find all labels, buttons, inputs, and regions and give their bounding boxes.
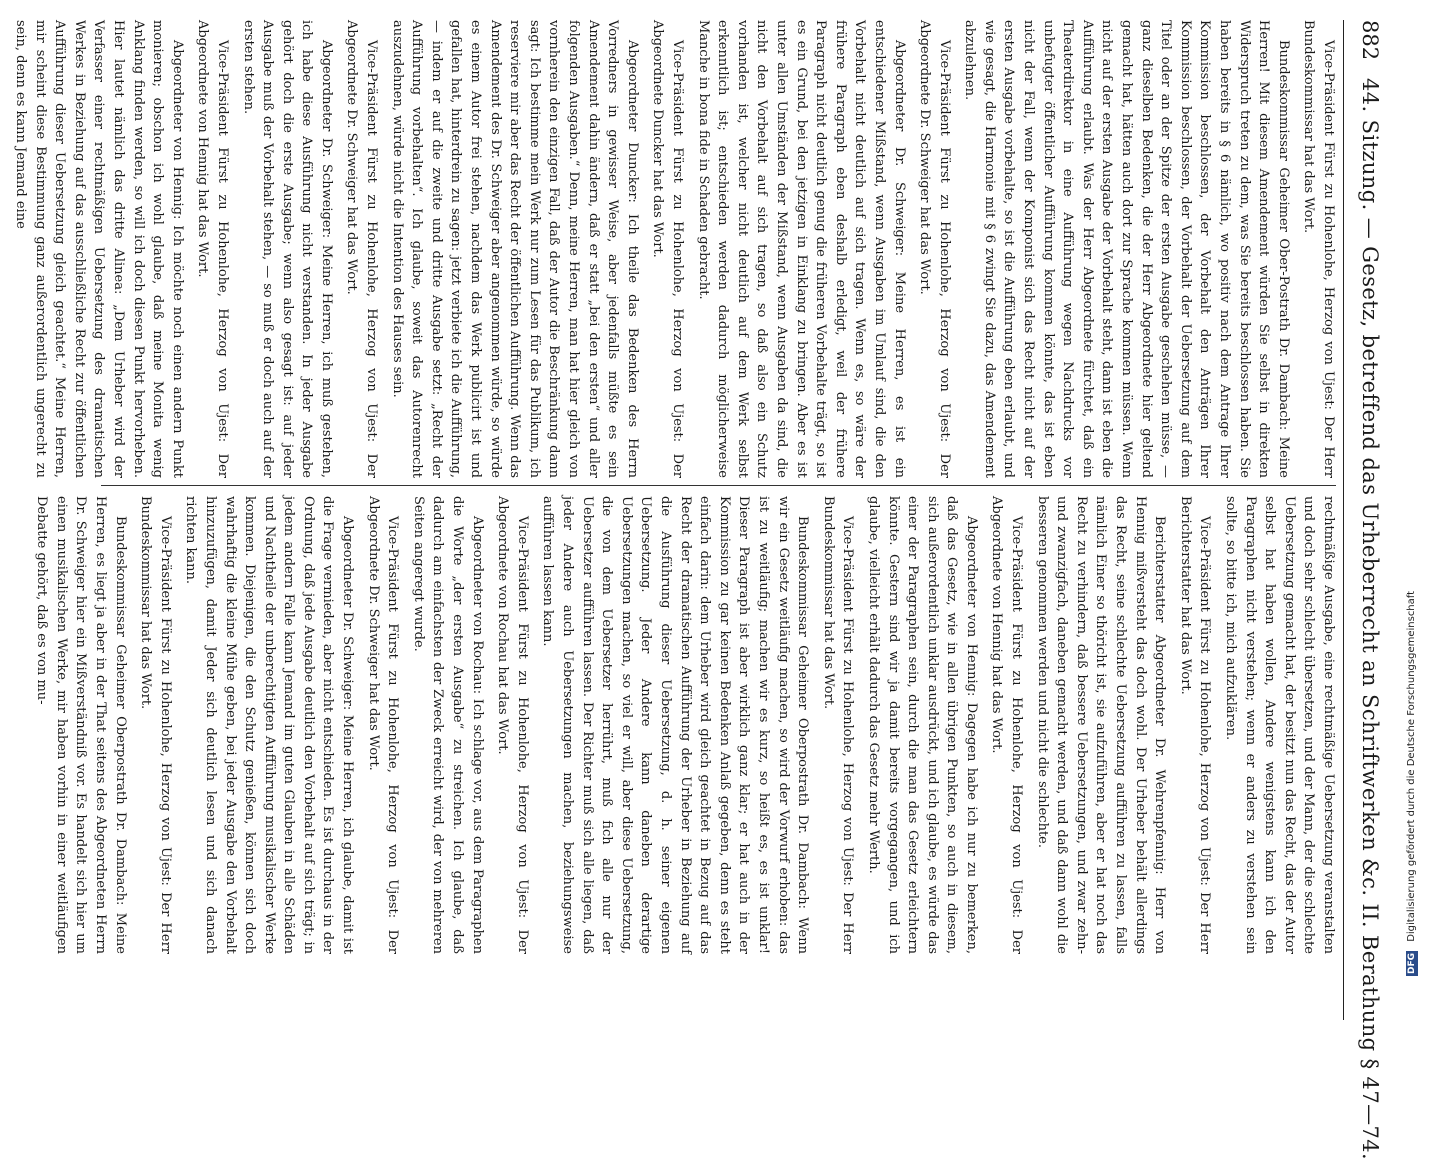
paragraph: Bundeskommissar Geheimer Ober-Postrath Dr. Dambach: Meine Herren! Mit diesem Amendement würden Sie selbst in direkten Widerspruch treten zu dem, was Sie bereits beschlossen haben. Sie haben bereits in § 6 nämlich, wo positiv nach dem Antrage Ihrer Kommission beschlossen, der Vorbehalt den Anträgen Ihrer Kommission beschlossen, der Vorbehalt der Uebersetzung auf dem Titel oder an der Spitze der ersten Ausgabe geschehen müsse, — ganz dieselben Bedenken, die der Herr Abgeordnete hier geltend gemacht hat, hätten auch dort zur Sprache kommen müssen. Wenn nicht auf der ersten Ausgabe der Vorbehalt steht, dann ist eben die Aufführung erlaubt. Was der Herr Abgeordnete fürchtet, daß ein Theaterdirektor in eine Aufführung wegen Nachdrucks vor unbefugter öffentlicher Aufführung kommen könnte, das ist eben nicht der Fall, wenn der Komponist sich das Recht nicht auf der ersten Ausgabe vorbehalte, so ist die Aufführung eben erlaubt, und wie gesagt, die Harmonie mit § 6 zwingt Sie dazu, das Amendement abzulehnen. xyxy=(962,20,1291,478)
dfg-funding-notice xyxy=(1406,26,1428,976)
paragraph: Bundeskommissar Geheimer Oberpostrath Dr. Dambach: Meine Herren, es liegt ja aber in der That seitens des Abgeordneten Herrn Dr. Schweiger hier ein Mißverständniß vor. Es handelt sich hier um einen musikalischen Werke, mir haben vorhin in einer weitläufigen Debatte gehört, daß es von mu- xyxy=(34,496,128,954)
paragraph: Vice-Präsident Fürst zu Hohenlohe, Herzog von Ujest: Der Abgeordnete von Hennig hat das Wort. xyxy=(989,496,1025,954)
paragraph: Abgeordneter von Hennig: Ich möchte noch einen andern Punkt monieren; obschon ich wohl glaube, daß meine Monita wenig Anklang finden werden, so will ich doch diesen Punkt hervorheben. Hier lautet nämlich das dritte Alinea: „Dem Urheber wird der Verfasser einer rechtmäßigen Uebersetzung des dramatischen Werkes in Beziehung auf das ausschließliche Recht zur öffentlichen Aufführung dieser Uebersetzung gleich geachtet.“ Meine Herren, mir scheint diese Bestimmung ganz außerordentlich ungerecht zu sein, denn es kann Jemand eine xyxy=(13,20,185,478)
paragraph: Vice-Präsident Fürst zu Hohenlohe, Herzog von Ujest: Der Abgeordnete Dr. Schweiger hat das Wort. xyxy=(344,20,380,478)
paragraph: Berichterstatter Abgeordneter Dr. Wehrenpfennig: Herr von Hennig mißversteht das doch wohl. Der Urheber behält allerdings das Recht, seine schlechte Uebersetzung aufführen zu lassen, falls nämlich Einer so thöricht ist, sie aufzuführen, aber er hat noch das Recht zu verhindern, daß bessere Uebersetzungen, und zwar zehn- und zwanzigfach, daneben gemacht werden, und daß dann wohl die besseren genommen werden und nicht die schlechte. xyxy=(1034,496,1168,954)
column-divider xyxy=(101,485,1336,486)
paragraph: Vice-Präsident Fürst zu Hohenlohe, Herzog von Ujest: Der Herr Bundeskommissar hat das Wort. xyxy=(138,496,173,954)
page-header xyxy=(1346,20,1382,1160)
dfg-notice-text: Digitalisierung gefördert durch die Deutsche Forschungsgemeinschaft xyxy=(1406,590,1417,942)
paragraph: Bundeskommissar Geheimer Oberpostrath Dr. Dambach: Wenn wir ein Gesetz weitläufig machen, so wird der Vorwurf erhoben: das ist zu weitläufig; machen wir es kurz, so heißt es, es ist unklar! Dieser Paragraph ist aber wirklich ganz klar; er hat auch in der Kommission zu gar keinen Bedenken Anlaß gegeben, denn es steht einfach darin: dem Urheber wird gleich geachtet in Bezug auf das Recht der dramatischen Aufführung der Urheber in Beziehung auf die Ausführung dieser Uebersetzung, d. h. seiner eigenen Uebersetzung. Jeder Andere kann daneben derartige Uebersetzungen machen, so viel er will, aber diese Uebersetzung, die von dem Uebersetzer herrührt, muß fich alle nur der Uebersetzer aufführen lassen. Der Richter muß sich alle liegen, daß jeder Andere auch Uebersetzungen machen, beziehungsweise aufführen lassen kann. xyxy=(540,496,811,954)
paragraph: Abgeordneter Dr. Schweiger: Meine Herren, es ist ein entschiedener Mißstand, wenn Ausgaben im Umlauf sind, die den Vorbehalt nicht deutlich auf sich tragen. Wenn es, so wäre der frühere Paragraph eben deshalb erledigt, weil der frühere Paragraph nicht deutlich genug die früheren Vorbehalte trägt, so ist es ein Grund, bei den jetzigen in Einklang zu bringen. Aber es ist unter allen Umständen der Mißstand, wenn Ausgaben da sind, die nicht den Vorbehalt auf sich tragen, so daß also ein Schutz vorhanden ist, welcher nicht deutlich auf dem Werk selbst erkenntlich ist; entschieden werden dadurch möglicherweise Manche in bona fide in Schaden gebracht. xyxy=(695,20,907,478)
paragraph: Vice-Präsident Fürst zu Hohenlohe, Herzog von Ujest: Der Abgeordnete Dr. Schweiger hat das Wort. xyxy=(917,20,952,478)
paragraph: Abgeordneter von Hennig: Dagegen habe ich nur zu bemerken, daß das Gesetz, wie in allen übrigen Punkten, so auch in diesem, sich außerordentlich unklar ausdrückt, und ich glaube, es würde das einer der Paragraphen sein, durch die man das Gesetz erleichtern könnte. Gestern sind wir ja damit bereits vorgegangen, und ich glaube, vielleicht erhält dadurch das Gesetz mehr Werth. xyxy=(865,496,979,954)
paragraph: rechtmäßige Ausgabe, eine rechtmäßige Uebersetzung veranstalten und doch sehr schlecht übersetzen, und der Mann, der die schlechte Uebersetzung gemacht hat, der besitzt nun das Recht, das der Autor selbst hat haben wollen, Andere wenigstens kann ich den Paragraphen nicht verstehen; wenn er anders zu verstehen sein sollte, so bitte ich, mich aufzuklären. xyxy=(1223,496,1336,954)
text-column-right xyxy=(34,496,1338,954)
paragraph: Abgeordneter Duncker: Ich theile das Bedenken des Herrn Vorredners in gewisser Weise, aber jedenfalls müßte es sein Amendement dahin ändern, daß er statt „bei den ersten“ und aller folgenden Ausgaben.“ Denn, meine Herren, man hat hier gleich von vornherein den einzigen Fall, daß der Autor die Beschränkung dann sagt: Ich bestimme mein Werk nur zum Lesen für das Publikum, ich reserviere mir aber das Recht der öffentlichen Aufführung. Wenn das Amendement des Dr. Schweiger aber angenommen würde, so würde es einem Autor frei stehen, nachdem das Werk publicirt ist und gefallen hat, hinterdrein zu sagen: jetzt verbiete ich die Aufführung, — indem er auf die zweite und dritte Ausgabe setzt: „Recht der Aufführung vorbehalten“. Ich glaube, soweit das Autorenrecht auszudehnen, würde nicht die Intention des Hauses sein. xyxy=(389,20,640,478)
paragraph: Vice-Präsident Fürst zu Hohenlohe, Herzog von Ujest: Der Abgeordnete von Rochau hat das Wort. xyxy=(495,496,530,954)
dfg-logo: DFG xyxy=(1407,952,1417,974)
paragraph: Abgeordneter Dr. Schweiger: Meine Herren, ich muß gestehen, ich habe diese Ausführung nicht verstanden. In jeder Ausgabe gehört doch die erste Ausgabe; wenn also gesagt ist: auf jeder Ausgabe muß der Vorbehalt stehen, — so muß er doch auch auf der ersten stehen. xyxy=(240,20,334,478)
paragraph: Vice-Präsident Fürst zu Hohenlohe, Herzog von Ujest: Der Herr Bundeskommissar hat das Wort. xyxy=(820,496,856,954)
text-column-left xyxy=(13,20,1338,478)
paragraph: Abgeordneter Dr. Schweiger: Meine Herren, ich glaube, damit ist die Frage vermieden, aber nicht entschieden. Es ist durchaus in der Ordnung, daß jede Ausgabe deutlich den Vorbehalt auf sich trägt; in jedem andern Falle kann Jemand im guten Glauben in alle Schäden und Nachtheile der unberechtigten Aufführung musikalischer Werke kommen. Diejenigen, die den Schutz genießen, können sich doch wahrhaftig die kleine Mühe geben, bei jeder Ausgabe den Vorbehalt hinzuzufügen, damit Jeder sich deutlich lesen und sich danach richten kann. xyxy=(183,496,356,954)
paragraph: Vice-Präsident Fürst zu Hohenlohe, Herzog von Ujest: Der Herr Bundeskommissar hat das Wort. xyxy=(1301,20,1336,478)
header-rule xyxy=(1343,20,1344,1020)
page-number: 882 xyxy=(1358,20,1382,61)
paragraph: Vice-Präsident Fürst zu Hohenlohe, Herzog von Ujest: Der Abgeordnete Dr. Schweiger hat das Wort. xyxy=(365,496,401,954)
paragraph: Vice-Präsident Fürst zu Hohenlohe, Herzog von Ujest: Der Abgeordnete von Hennig hat das Wort. xyxy=(195,20,230,478)
paragraph: Vice-Präsident Fürst zu Hohenlohe, Herzog von Ujest: Der Herr Berichterstatter hat das Wort. xyxy=(1177,496,1213,954)
paragraph: Abgeordneter von Rochau: Ich schlage vor, aus dem Paragraphen die Worte „der ersten Ausgabe“ zu streichen. Ich glaube, daß dadurch am einfachsten der Zweck erreicht wird, der von mehreren Seiten angeregt wurde. xyxy=(410,496,485,954)
running-title: 44. Sitzung. — Gesetz, betreffend das Urheberrecht an Schriftwerken &c. II. Berathung § 47—74. xyxy=(1358,78,1382,1160)
paragraph: Vice-Präsident Fürst zu Hohenlohe, Herzog von Ujest: Der Abgeordnete Duncker hat das Wort. xyxy=(650,20,685,478)
